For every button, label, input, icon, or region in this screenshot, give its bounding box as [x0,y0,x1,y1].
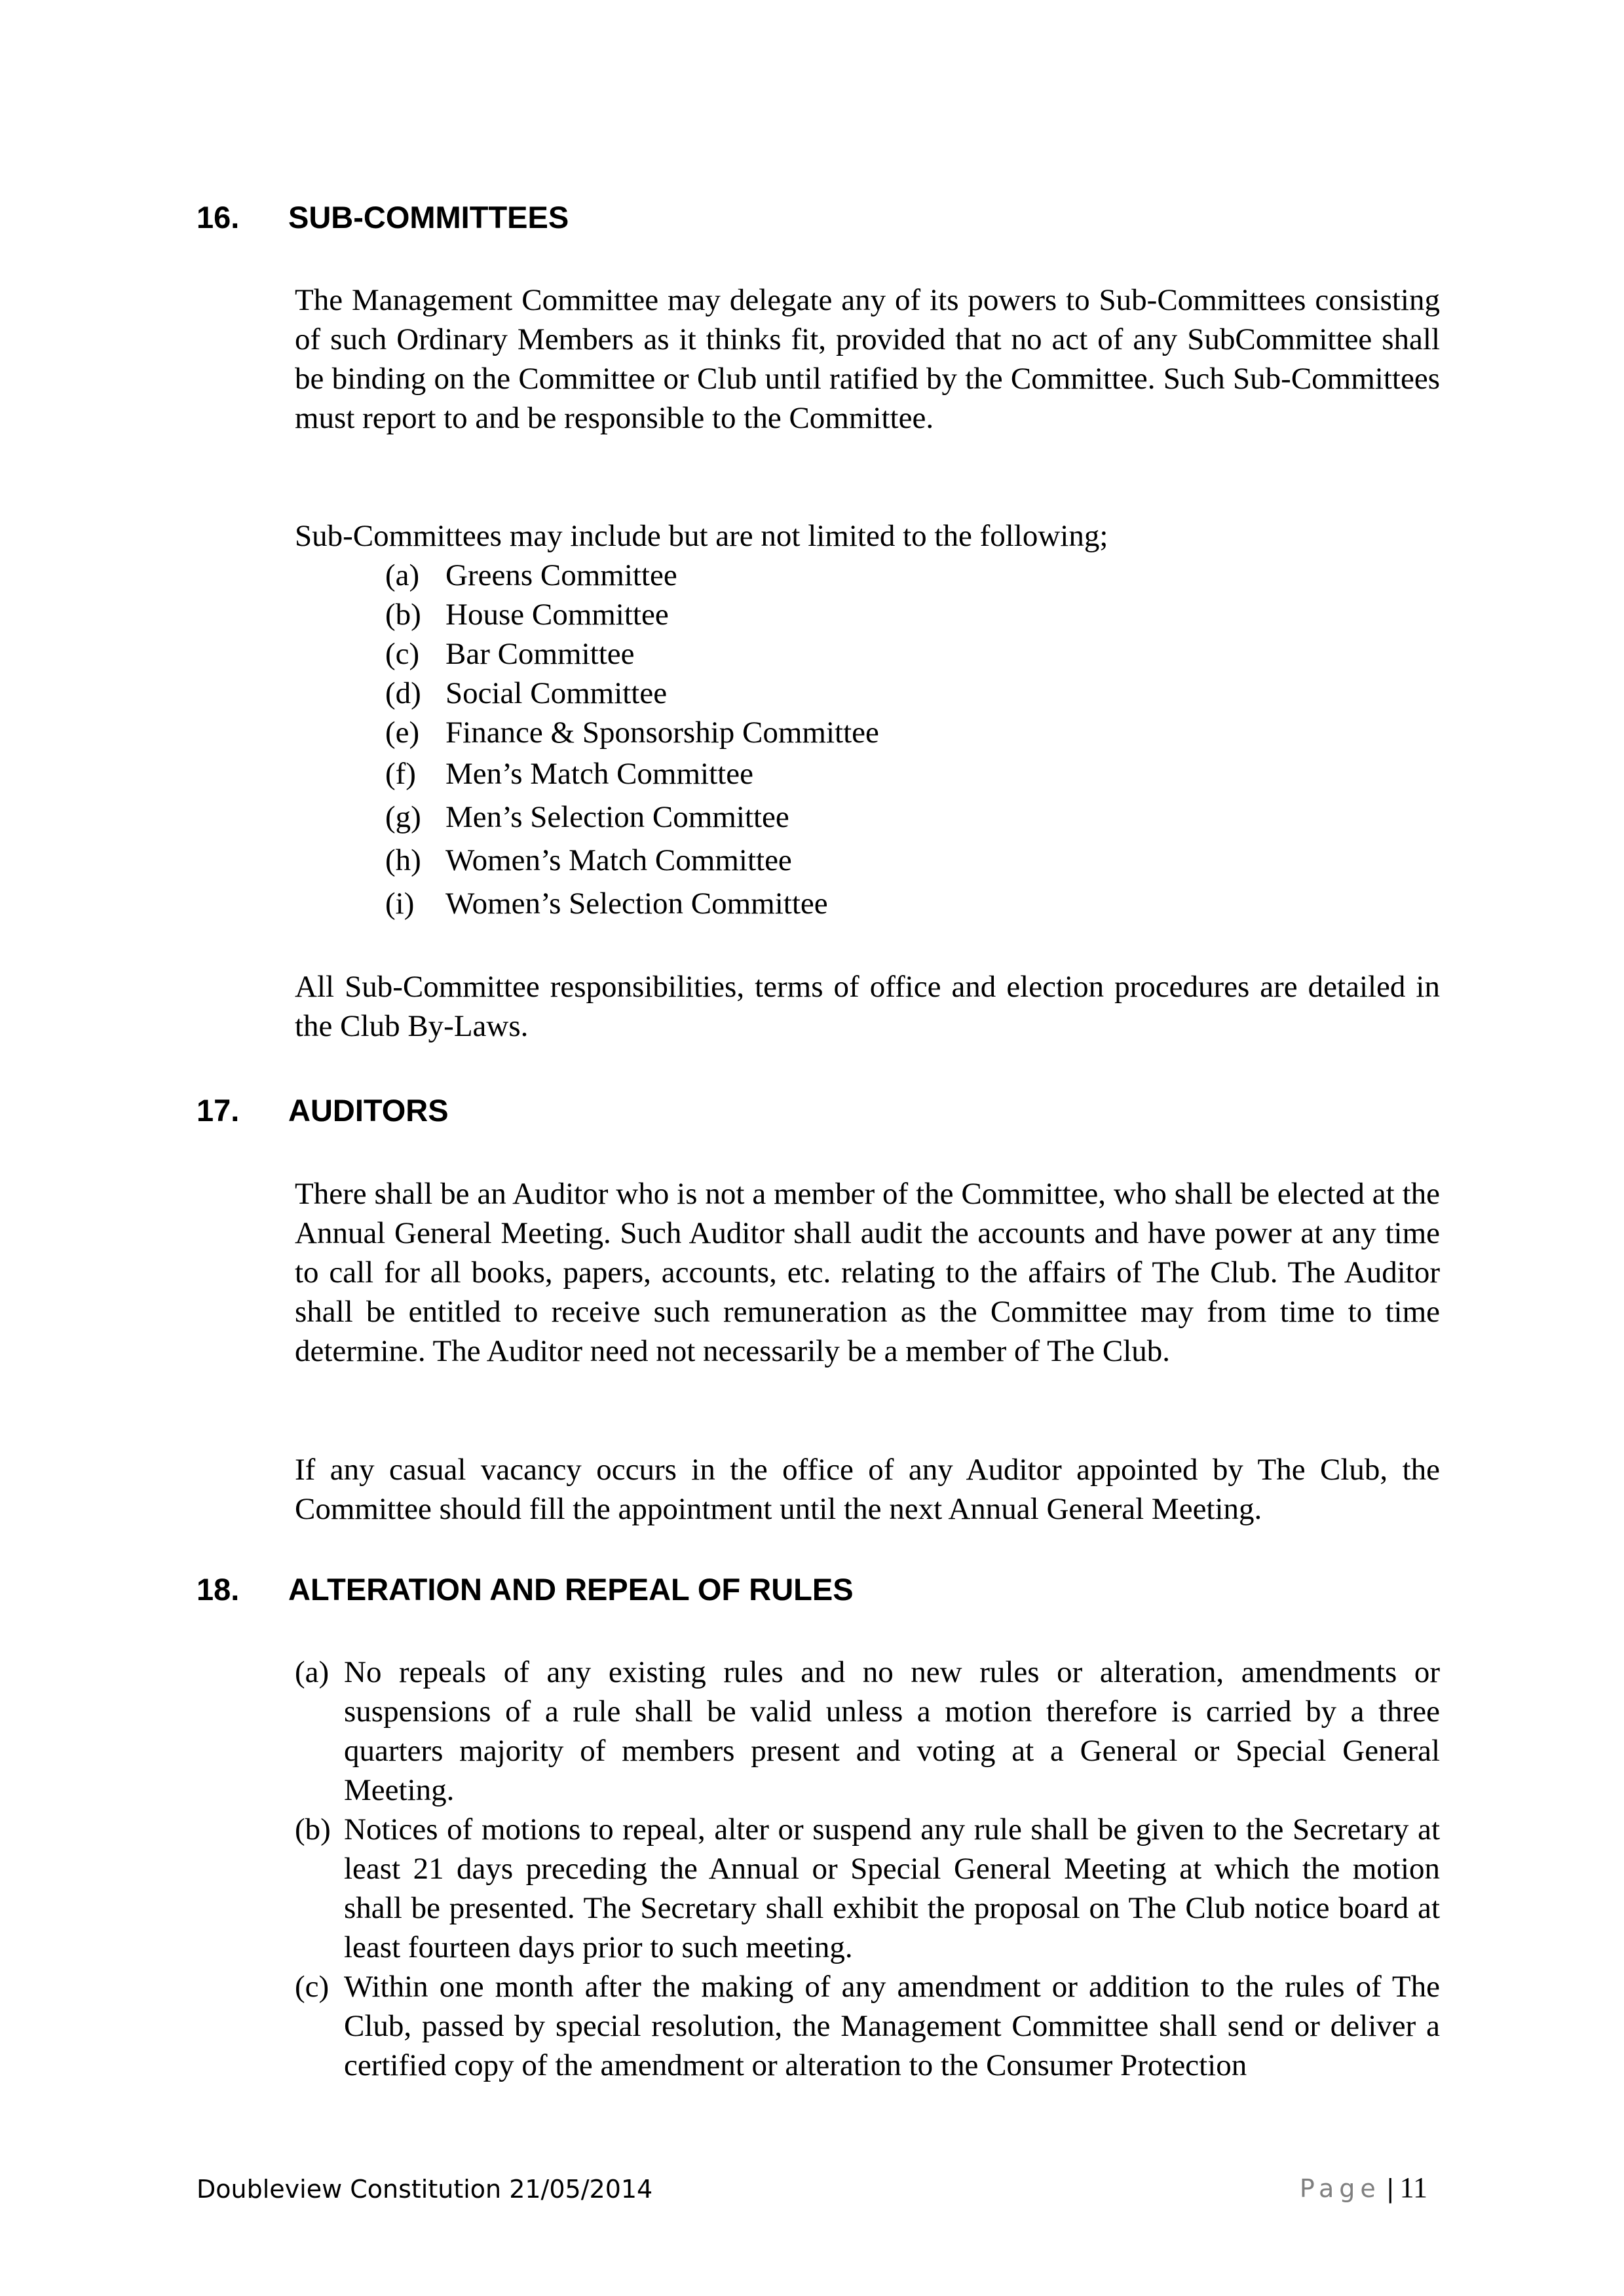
rules-list [295,1653,1440,2085]
page-number: 11 [1399,2172,1427,2204]
section-17-heading [197,1091,449,1130]
list-item-text: Bar Committee [445,637,635,671]
section-18-heading [197,1570,854,1609]
footer-document-title: Doubleview Constitution 21/05/2014 [197,2175,653,2204]
list-marker: (i) [385,887,415,921]
list-marker: (e) [385,716,420,750]
section-17-para-2: If any casual vacancy occurs in the office of any Auditor appointed by The Club, the Committee should fill the appointment until the next Annual General Meeting. [295,1453,1440,1526]
list-item [385,752,879,795]
list-item [385,882,879,925]
list-marker: (d) [385,676,421,710]
section-title: AUDITORS [288,1093,449,1128]
list-item-text: Greens Committee [445,558,677,592]
sub-committee-list [385,556,879,925]
list-item-text: Men’s Match Committee [445,757,753,791]
section-16-closing: All Sub-Committee responsibilities, terms of office and election procedures are detailed in the Club By-Laws. [295,970,1440,1043]
section-number: 17. [197,1093,240,1128]
section-title: SUB-COMMITTEES [288,200,569,235]
list-item [385,556,879,595]
list-item-text: Women’s Match Committee [445,843,792,877]
list-marker: (f) [385,757,416,791]
list-marker: (b) [385,598,421,632]
section-number: 16. [197,200,240,235]
list-item [385,674,879,713]
list-item-text: Finance & Sponsorship Committee [445,716,879,750]
list-item-text: Social Committee [445,676,668,710]
list-marker: (a) [295,1655,330,1689]
list-item [295,1810,1440,1967]
list-item [385,595,879,634]
list-item-text: Men’s Selection Committee [445,800,789,834]
list-item [385,713,879,752]
list-item-text: Notices of motions to repeal, alter or suspend any rule shall be given to the Secretary at least 21 days preceding the Annual or Special General Meeting at which the motion shall be presented. The Secretary shall exhibit the proposal on The Club notice board at least fourteen days prior to such meeting. [344,1812,1440,1964]
section-16-intro: The Management Committee may delegate any of its powers to Sub-Committees consisting of such Ordinary Members as it thinks fit, provided that no act of any SubCommittee shall be binding on the Committee or Club until ratified by the Committee. Such Sub-Committees must report to and be responsible to the Committee. [295,283,1440,435]
section-16-heading [197,198,569,237]
page-label: Page [1299,2174,1381,2203]
list-item [385,795,879,839]
list-item-text: House Committee [445,598,669,632]
section-title: ALTERATION AND REPEAL OF RULES [288,1572,854,1607]
list-item-text: No repeals of any existing rules and no new rules or alteration, amendments or suspensions of a rule shall be valid unless a motion therefore is carried by a three quarters majority of members present and voting at a General or Special General Meeting. [344,1655,1440,1807]
list-marker: (h) [385,843,421,877]
list-marker: (a) [385,558,420,592]
list-item [385,839,879,882]
list-item-text: Within one month after the making of any amendment or addition to the rules of The Club, passed by special resolution, the Management Committee shall send or deliver a certified copy of the amendment or alteration to the Consumer Protection [344,1970,1440,2082]
section-17-para-1: There shall be an Auditor who is not a member of the Committee, who shall be elected at the Annual General Meeting. Such Auditor shall audit the accounts and have power at any time to call for all books, papers, accounts, etc. relating to the affairs of The Club. The Auditor shall be entitled to receive such remuneration as the Committee may from time to time determine. The Auditor need not necessarily be a member of The Club. [295,1177,1440,1368]
list-item [385,634,879,674]
list-item [295,1967,1440,2085]
section-number: 18. [197,1572,240,1607]
list-marker: (b) [295,1812,331,1846]
section-16-list-intro: Sub-Committees may include but are not limited to the following; [295,519,1108,553]
list-marker: (g) [385,800,421,834]
list-marker: (c) [295,1970,330,2004]
list-item [295,1653,1440,1810]
list-item-text: Women’s Selection Committee [445,887,828,921]
footer-page-indicator [1300,2172,1427,2205]
list-marker: (c) [385,637,420,671]
page-separator: | [1386,2174,1395,2203]
